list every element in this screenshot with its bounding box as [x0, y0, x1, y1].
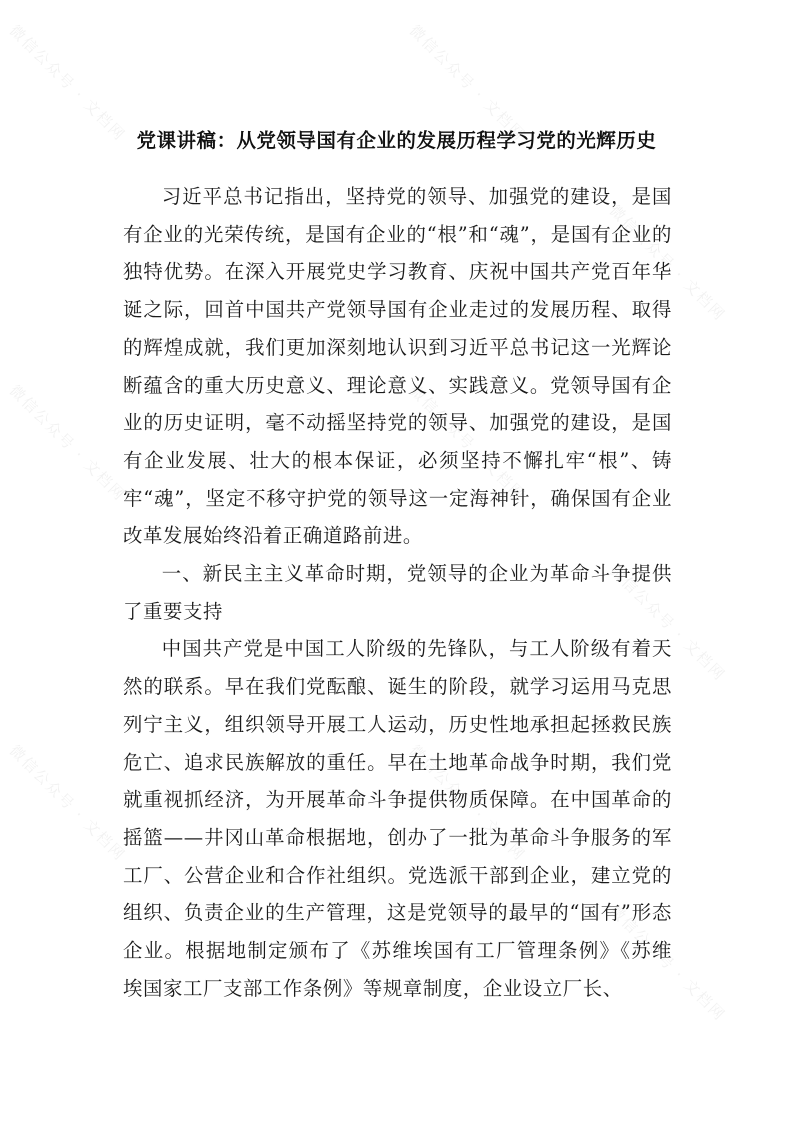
paragraph-section-1: 中国共产党是中国工人阶级的先锋队，与工人阶级有着天然的联系。早在我们党酝酿、诞生的阶段，就学习运用马克思列宁主义，组织领导开展工人运动，历史性地承担起拯救民族危亡、追求民族解放的重任。早在土地革命战争时期，我们党就重视抓经济，为开展革命斗争提供物质保障。在中国革命的摇篮——井冈山革命根据地，创办了一批为革命斗争服务的军工厂、公营企业和合作社组织。党选派干部到企业，建立党的组织、负责企业的生产管理，这是党领导的最早的“国有”形态企业。根据地制定颁布了《苏维埃国有工厂管理条例》《苏维埃国家工厂支部工作条例》等规章制度，企业设立厂长、 — [123, 637, 672, 1000]
watermark: 微信公众号 · 文档网 — [5, 741, 130, 865]
watermark: 微信公众号 · 文档网 — [5, 381, 130, 505]
watermark: 微信公众号 · 文档网 — [405, 741, 530, 865]
watermark: 微信公众号 · 文档网 — [405, 381, 530, 505]
watermark: 微信公众号 · 文档网 — [5, 21, 130, 145]
document-body — [123, 178, 672, 1007]
watermark: 微信公众号 · 文档网 — [405, 21, 530, 145]
paragraph-intro: 习近平总书记指出，坚持党的领导、加强党的建设，是国有企业的光荣传统，是国有企业的“根”和“魂”，是国有企业的独特优势。在深入开展党史学习教育、庆祝中国共产党百年华诞之际，回首中国共产党领导国有企业走过的发展历程、取得的辉煌成就，我们更加深刻地认识到习近平总书记这一光辉论断蕴含的重大历史意义、理论意义、实践意义。党领导国有企业的历史证明，毫不动摇坚持党的领导、加强党的建设，是国有企业发展、壮大的根本保证，必须坚持不懈扎牢“根”、铸牢“魂”，坚定不移守护党的领导这一定海神针，确保国有企业改革发展始终沿着正确道路前进。 — [123, 185, 672, 548]
watermark: 微信公众号 · 文档网 — [605, 201, 730, 325]
document-title: 党课讲稿：从党领导国有企业的发展历程学习党的光辉历史 — [136, 129, 657, 152]
section-heading-1: 一、新民主主义革命时期，党领导的企业为革命斗争提供了重要支持 — [123, 562, 672, 623]
watermark: 微信公众号 · 文档网 — [605, 561, 730, 685]
watermark: 微信公众号 · 文档网 — [605, 901, 730, 1025]
